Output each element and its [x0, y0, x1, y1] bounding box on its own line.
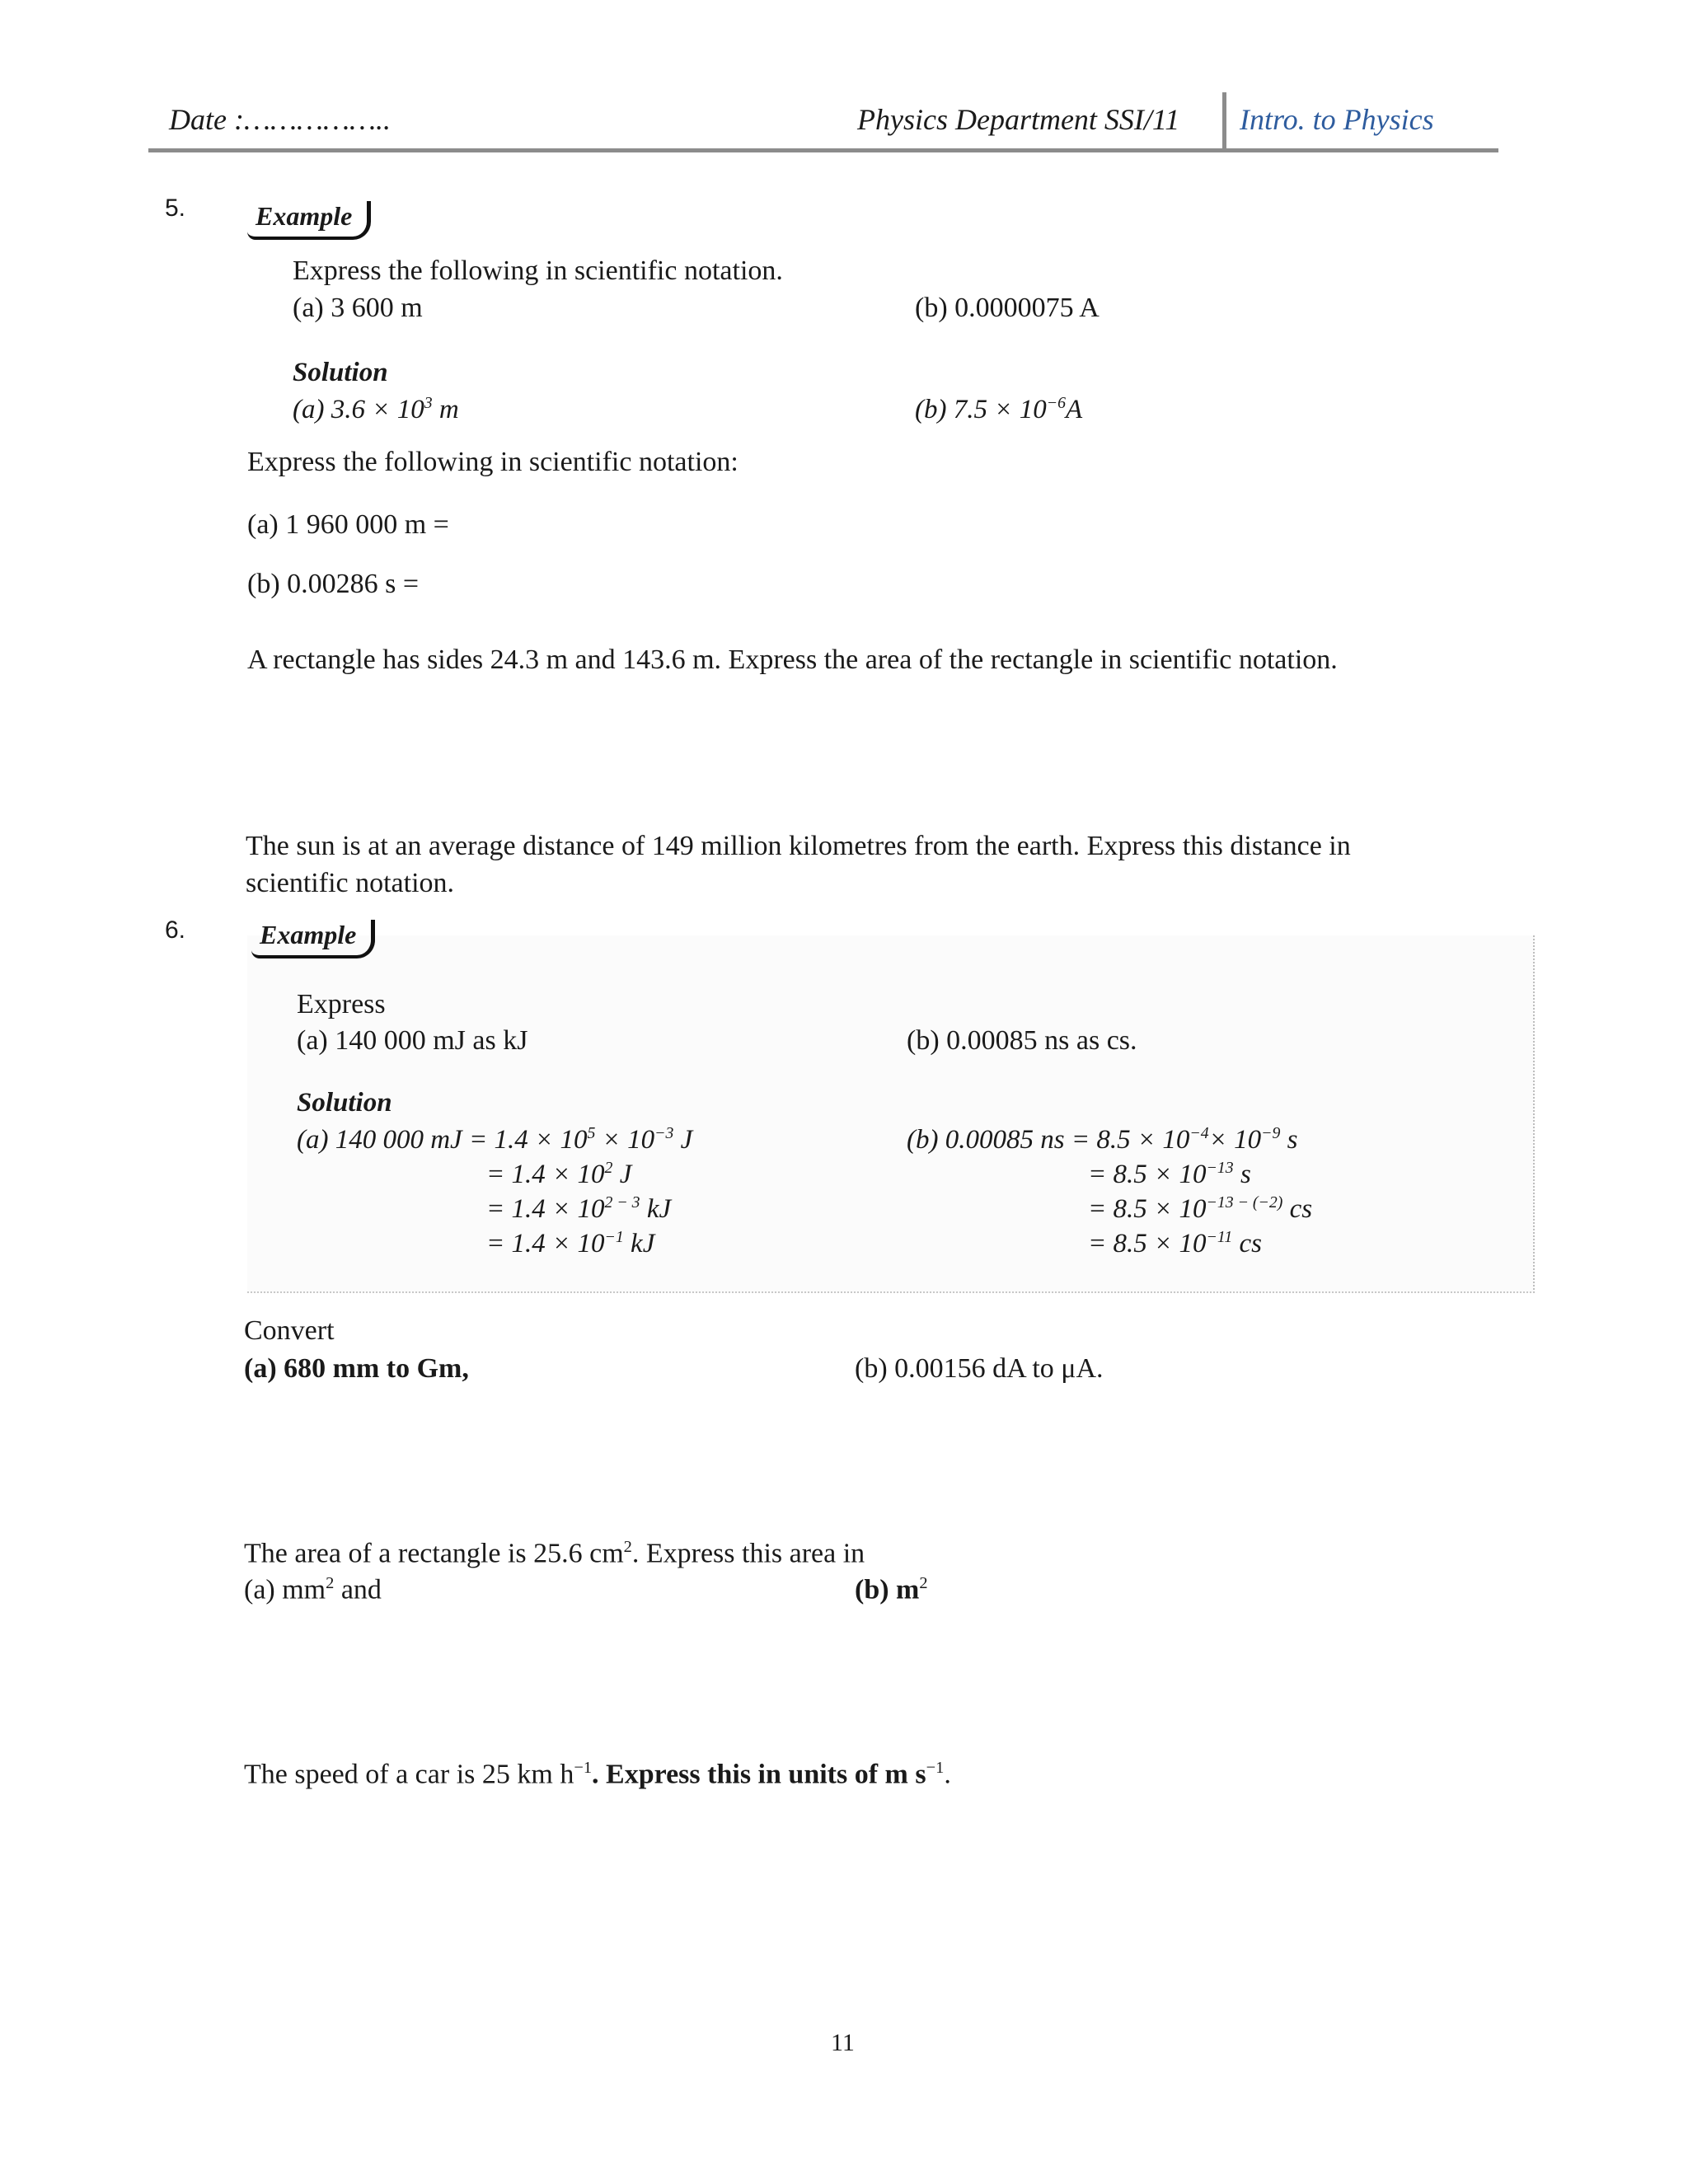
area-question: The area of a rectangle is 25.6 $cm^2$. Express this area in — [244, 1538, 865, 1569]
example-6-box — [247, 935, 1535, 1293]
sun-question-line2: scientific notation. — [246, 868, 455, 898]
department-title: Physics Department SSI/11 — [857, 103, 1180, 136]
q6-solution-b-line3: = $8.5 \times 10^{-13 - (-2)}$ cs — [1088, 1193, 1313, 1224]
q5-prompt: Express the following in scientific notation. — [293, 255, 783, 286]
q6-solution-label: Solution — [297, 1088, 392, 1118]
convert-b: (b) 0.00156 dA to μA. — [855, 1353, 1104, 1384]
example-badge-6: Example — [251, 920, 375, 958]
exercise-prompt: Express the following in scientific notation: — [247, 447, 738, 477]
area-part-a: (a) $mm^2$ and — [244, 1574, 382, 1605]
header-divider — [1222, 92, 1226, 152]
q6-solution-b-line4: = $8.5 \times 10^{-11}$ cs — [1088, 1228, 1262, 1258]
page-number: 11 — [831, 2029, 855, 2056]
q6-solution-a-line2: = $1.4 \times 10^2$ J — [486, 1159, 632, 1189]
course-title: Intro. to Physics — [1240, 103, 1434, 136]
q5-part-a: (a) 3 600 m — [293, 293, 423, 323]
q6-solution-a-line3: = $1.4 \times 10^{2 - 3}$ kJ — [486, 1193, 672, 1224]
q5-solution-label: Solution — [293, 358, 388, 387]
q5-part-b: (b) 0.0000075 A — [915, 293, 1100, 323]
q6-prompt: Express — [297, 989, 386, 1019]
q6-solution-b-line1: (b) 0.00085 ns = $8.5 \times 10^{-4}\times 10^{-9}$ s — [907, 1124, 1298, 1155]
convert-label: Convert — [244, 1315, 335, 1346]
example-badge-5: Example — [247, 201, 371, 240]
q6-part-b: (b) 0.00085 ns as cs. — [907, 1025, 1137, 1056]
q6-solution-a-line4: = $1.4 \times 10^{-1}$ kJ — [486, 1228, 655, 1258]
question-number-5: 5. — [165, 194, 186, 222]
header-rule — [148, 148, 1498, 152]
convert-a: (a) 680 mm to Gm, — [244, 1353, 469, 1384]
q5-solution-a: (a) $3.6 \times 10^3$ m — [293, 394, 459, 424]
exercise-b: (b) 0.00286 s = — [247, 569, 420, 599]
exercise-a: (a) 1 960 000 m = — [247, 509, 449, 540]
q6-part-a: (a) 140 000 mJ as kJ — [297, 1025, 528, 1056]
rectangle-question: A rectangle has sides 24.3 m and 143.6 m. Express the area of the rectangle in scientific notation. — [247, 644, 1338, 675]
question-number-6: 6. — [165, 916, 186, 944]
area-part-b: (b) $m^2$ — [855, 1574, 928, 1605]
date-field: Date :…………….. — [169, 103, 392, 136]
q6-solution-a-line1: (a) 140 000 mJ = $1.4 \times 10^5 \times 10^{-3}$ J — [297, 1124, 693, 1155]
sun-question-line1: The sun is at an average distance of 149 million kilometres from the earth. Express this distance in — [246, 831, 1351, 861]
q6-solution-b-line2: = $8.5 \times 10^{-13}$ s — [1088, 1159, 1251, 1189]
q5-solution-b: (b) $7.5 \times 10^{-6}A$ — [915, 394, 1083, 424]
speed-question: The speed of a car is 25 km $h^{-1}$. Express this in units of m $s^{-1}$. — [244, 1759, 951, 1790]
